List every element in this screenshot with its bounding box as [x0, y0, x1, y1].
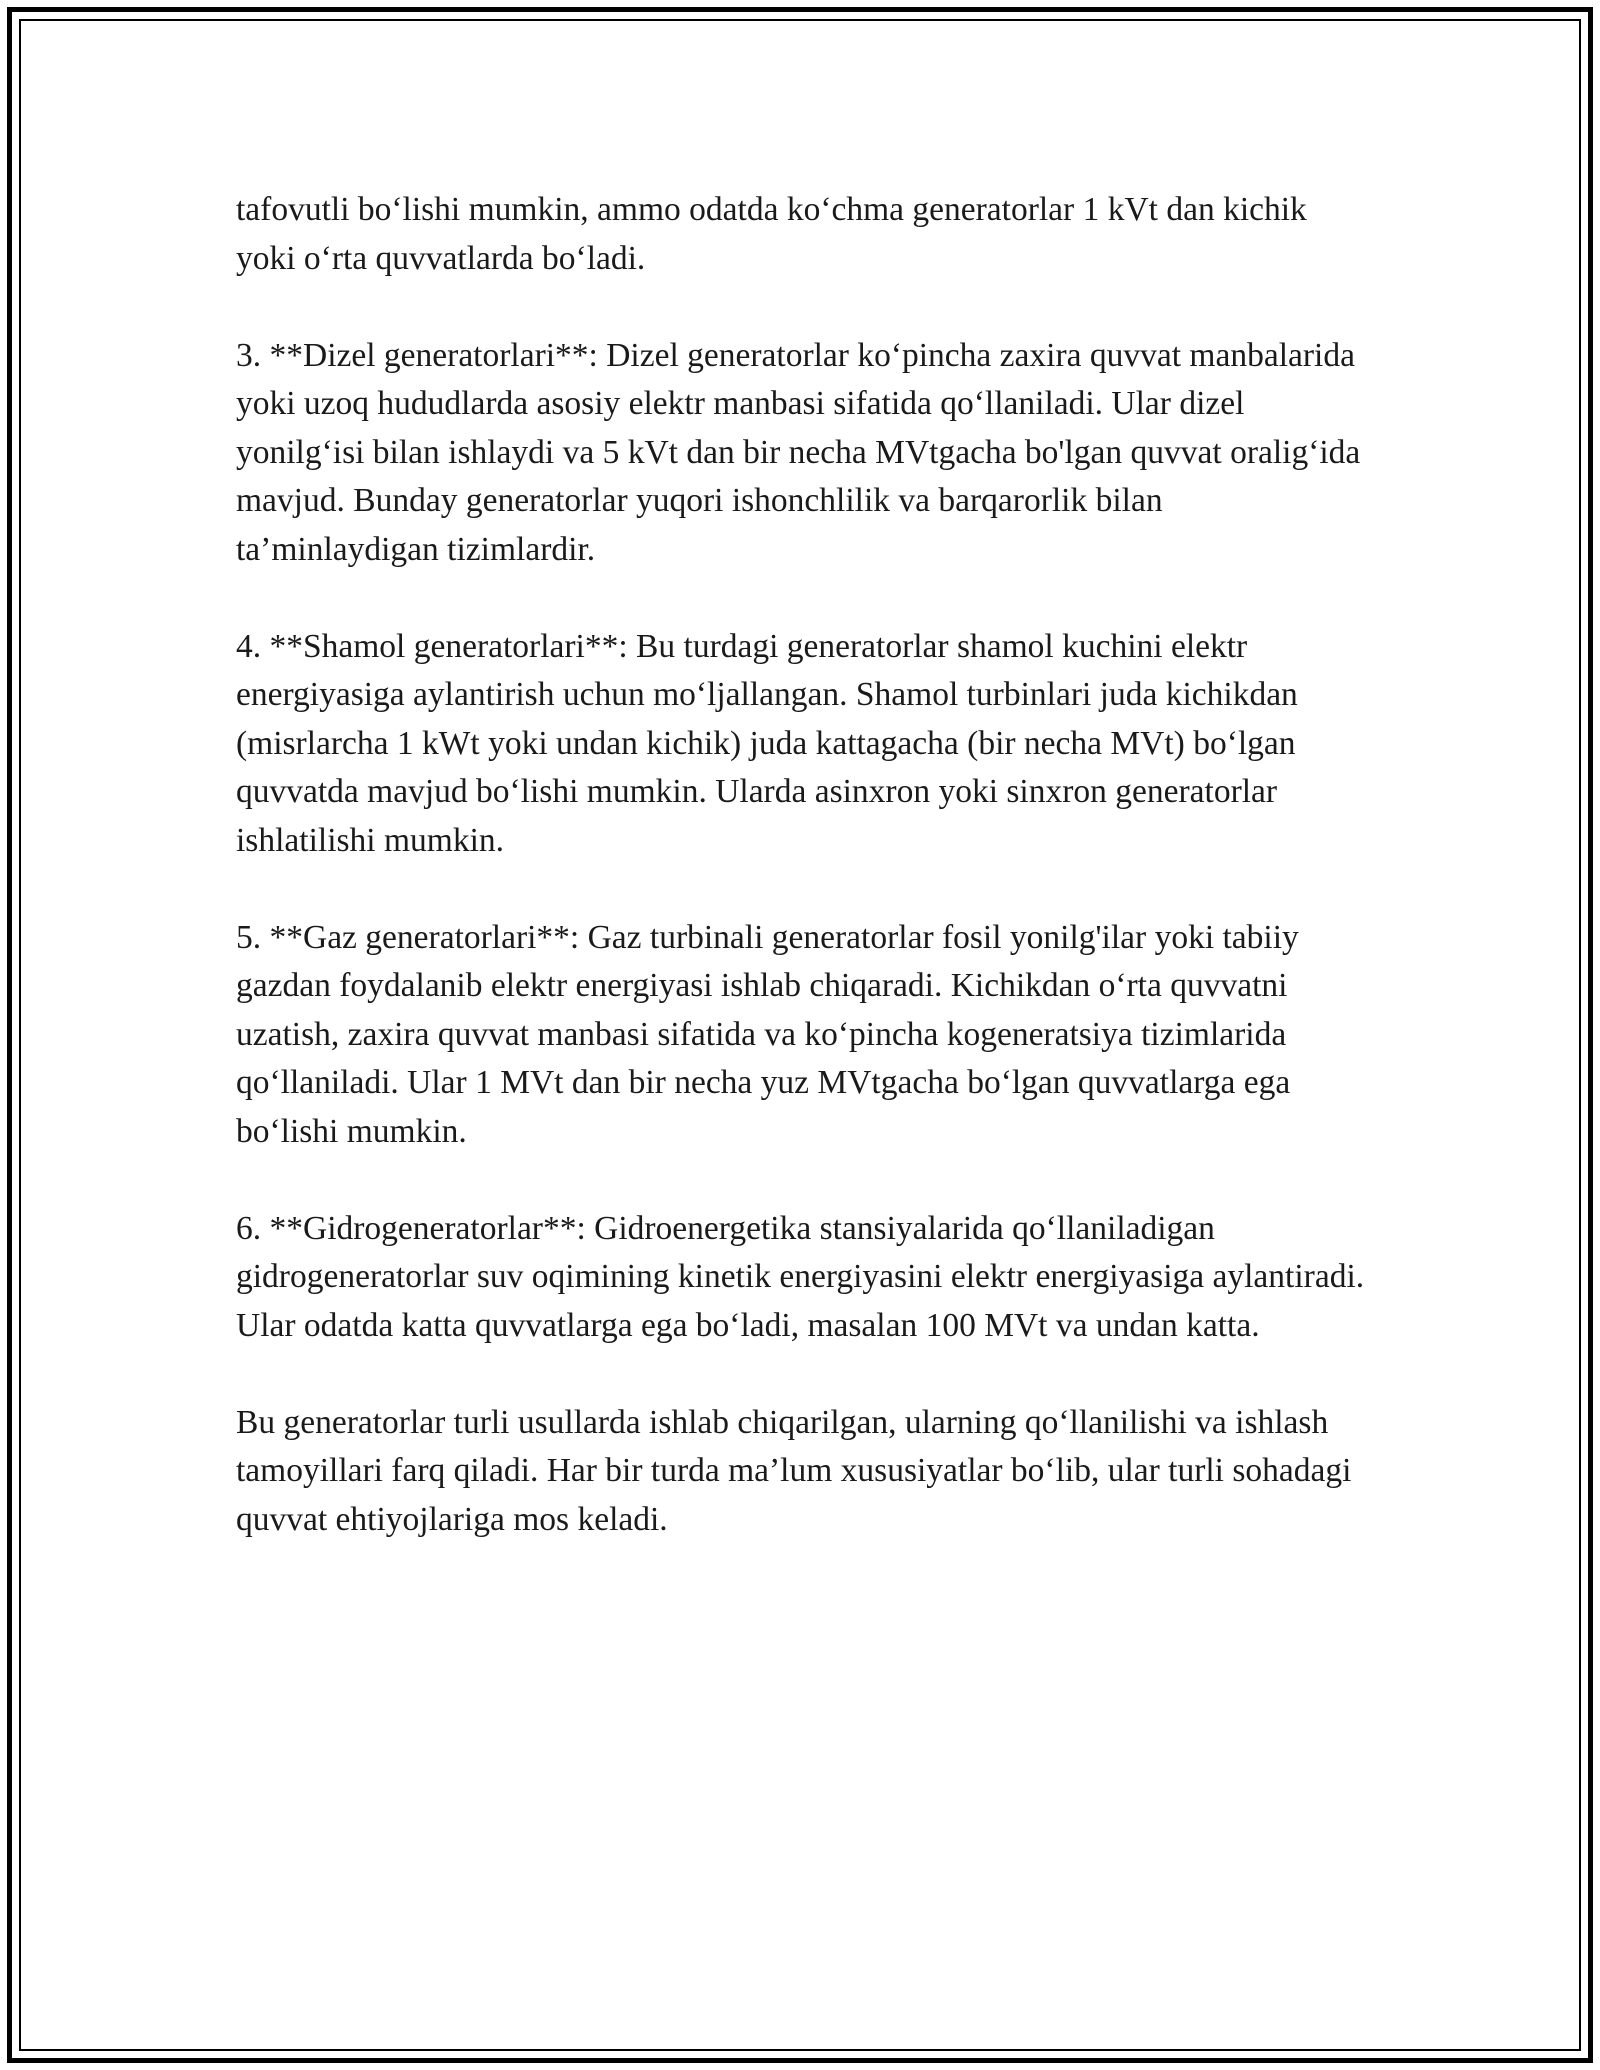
paragraph-diesel-generators: 3. **Dizel generatorlari**: Dizel generatorlar ko‘pincha zaxira quvvat manbalarida yoki uzoq hududlarda asosiy elektr manbasi sifatida qo‘llaniladi. Ular dizel yonilg‘isi bilan ishlaydi va 5 kVt dan bir necha MVtgacha bo'lgan quvvat oralig‘ida mavjud. Bunday generatorlar yuqori ishonchlilik va barqarorlik bilan ta’minlaydigan tizimlardir.: [236, 336, 1361, 568]
paragraph-conclusion: Bu generatorlar turli usullarda ishlab chiqarilgan, ularning qo‘llanilishi va ishlash tamoyillari farq qiladi. Har bir turda ma’lum xususiyatlar bo‘lib, ular turli sohadagi quvvat ehtiyojlariga mos keladi.: [236, 1403, 1352, 1538]
paragraph-portable-generators-tail: tafovutli bo‘lishi mumkin, ammo odatda ko‘chma generatorlar 1 kVt dan kichik yoki o‘rta quvvatlarda bo‘ladi.: [236, 191, 1307, 277]
paragraph-hydro-generators: 6. **Gidrogeneratorlar**: Gidroenergetika stansiyalarida qo‘llaniladigan gidrogeneratorlar suv oqimining kinetik energiyasini elektr energiyasiga aylantiradi. Ular odatda katta quvvatlarga ega bo‘ladi, masalan 100 MVt va undan katta.: [236, 1209, 1365, 1344]
document-body: [236, 186, 1366, 1593]
paragraph-wind-generators: 4. **Shamol generatorlari**: Bu turdagi generatorlar shamol kuchini elektr energiyasiga aylantirish uchun mo‘ljallangan. Shamol turbinlari juda kichikdan (misrlarcha 1 kWt yoki undan kichik) juda kattagacha (bir necha MVt) bo‘lgan quvvatda mavjud bo‘lishi mumkin. Ularda asinxron yoki sinxron generatorlar ishlatilishi mumkin.: [236, 627, 1298, 859]
paragraph-gas-generators: 5. **Gaz generatorlari**: Gaz turbinali generatorlar fosil yonilg'ilar yoki tabiiy gazdan foydalanib elektr energiyasi ishlab chiqaradi. Kichikdan o‘rta quvvatni uzatish, zaxira quvvat manbasi sifatida va ko‘pincha kogeneratsiya tizimlarida qo‘llaniladi. Ular 1 MVt dan bir necha yuz MVtgacha bo‘lgan quvvatlarga ega bo‘lishi mumkin.: [236, 918, 1299, 1150]
